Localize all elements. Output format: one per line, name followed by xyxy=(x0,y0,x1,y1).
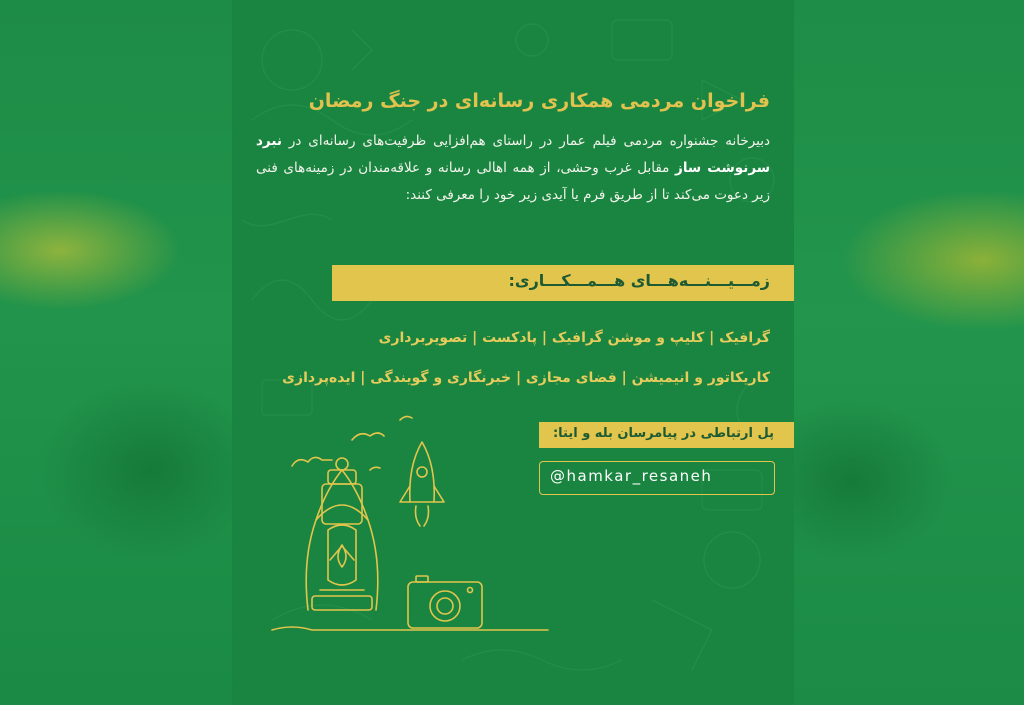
handle-box[interactable] xyxy=(539,461,775,495)
fields-list-line-1: گرافیک | کلیپ و موشن گرافیک | پادکست | تصویربرداری xyxy=(378,330,770,346)
invitation-text-part-1: دبیرخانه جشنواره مردمی فیلم عمار در راستای هم‌افزایی ظرفیت‌های رسانه‌ای در xyxy=(281,133,770,149)
fields-banner xyxy=(332,265,794,301)
invitation-text-part-2: مقابل غرب وحشی، از همه اهالی رسانه و علاقه‌مندان در زمینه‌های فنی زیر دعوت می‌کند تا از طریق فرم یا آیدی زیر خود را معرفی کنند: xyxy=(256,160,770,203)
poster xyxy=(232,0,794,705)
contact-label: پل ارتباطی در پیامرسان بله و ایتا: xyxy=(552,426,774,441)
invitation-text xyxy=(256,128,770,209)
page-title: فراخوان مردمی همکاری رسانه‌ای در جنگ رمضان xyxy=(308,90,770,112)
fields-banner-label: زمـــیـــنـــه‌هـــای هـــمـــکـــاری: xyxy=(508,271,770,290)
invitation-text-highlight: نبرد سرنوشت ساز xyxy=(256,133,770,176)
contact-banner xyxy=(539,422,794,448)
blurred-background-left xyxy=(0,0,232,705)
blurred-background-right xyxy=(792,0,1024,705)
handle-text[interactable]: @hamkar_resaneh xyxy=(550,467,713,485)
fields-list-line-2: کاریکاتور و انیمیشن | فضای مجازی | خبرنگاری و گویندگی | ایده‌پردازی xyxy=(282,370,770,386)
